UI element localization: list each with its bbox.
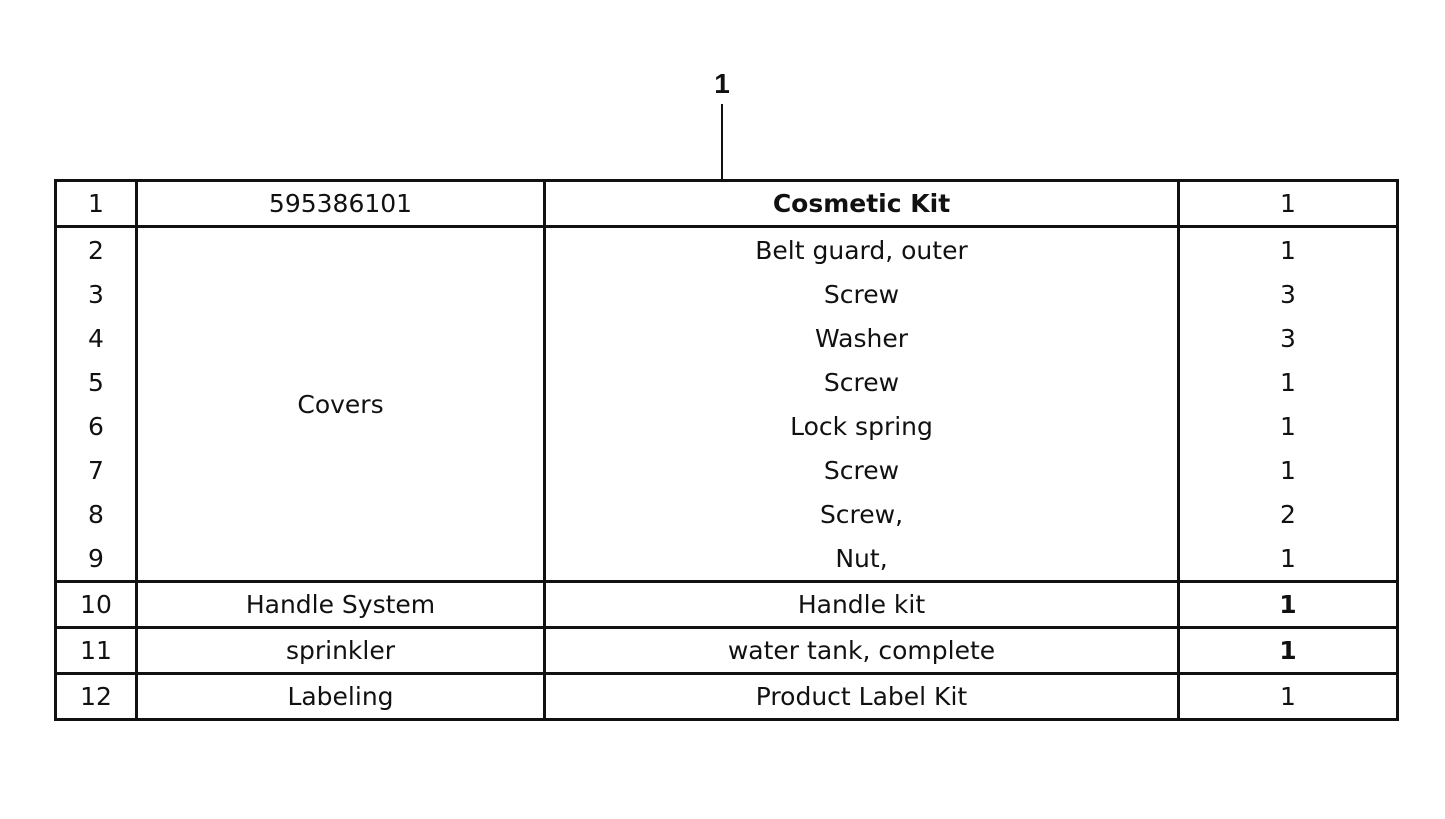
description-cell: Washer [545,316,1179,360]
item-number-cell: 11 [56,628,137,674]
item-number-cell: 10 [56,582,137,628]
description-cell: Product Label Kit [545,674,1179,720]
part-number-cell: 595386101 [137,181,545,227]
group-name-cell: sprinkler [137,628,545,674]
quantity-cell: 3 [1179,272,1398,316]
description-cell: Screw [545,448,1179,492]
description-cell: Belt guard, outer [545,227,1179,273]
item-number-cell: 8 [56,492,137,536]
description-cell: Lock spring [545,404,1179,448]
description-cell: Cosmetic Kit [545,181,1179,227]
quantity-cell: 1 [1179,227,1398,273]
callout-number: 1 [714,68,730,99]
quantity-cell: 1 [1179,536,1398,582]
quantity-cell: 3 [1179,316,1398,360]
quantity-cell: 1 [1179,360,1398,404]
quantity-cell: 1 [1179,628,1398,674]
item-number-cell: 6 [56,404,137,448]
item-number-cell: 9 [56,536,137,582]
parts-table [54,179,1399,721]
item-number-cell: 12 [56,674,137,720]
description-cell: Handle kit [545,582,1179,628]
quantity-cell: 1 [1179,448,1398,492]
item-number-cell: 1 [56,181,137,227]
group-name-cell: Covers [137,227,545,582]
item-number-cell: 2 [56,227,137,273]
item-number-cell: 7 [56,448,137,492]
table-row-sprinkler [56,628,1398,674]
description-cell: Nut, [545,536,1179,582]
table-row-labeling [56,674,1398,720]
item-number-cell: 5 [56,360,137,404]
quantity-cell: 1 [1179,181,1398,227]
table-row-handle-system [56,582,1398,628]
item-number-cell: 4 [56,316,137,360]
table-row-kit [56,181,1398,227]
description-cell: Screw [545,360,1179,404]
group-name-cell: Handle System [137,582,545,628]
table-row [56,227,1398,273]
quantity-cell: 1 [1179,404,1398,448]
quantity-cell: 1 [1179,674,1398,720]
quantity-cell: 2 [1179,492,1398,536]
description-cell: Screw, [545,492,1179,536]
item-number-cell: 3 [56,272,137,316]
description-cell: water tank, complete [545,628,1179,674]
callout-leader-line [721,104,723,180]
quantity-cell: 1 [1179,582,1398,628]
description-cell: Screw [545,272,1179,316]
group-name-cell: Labeling [137,674,545,720]
